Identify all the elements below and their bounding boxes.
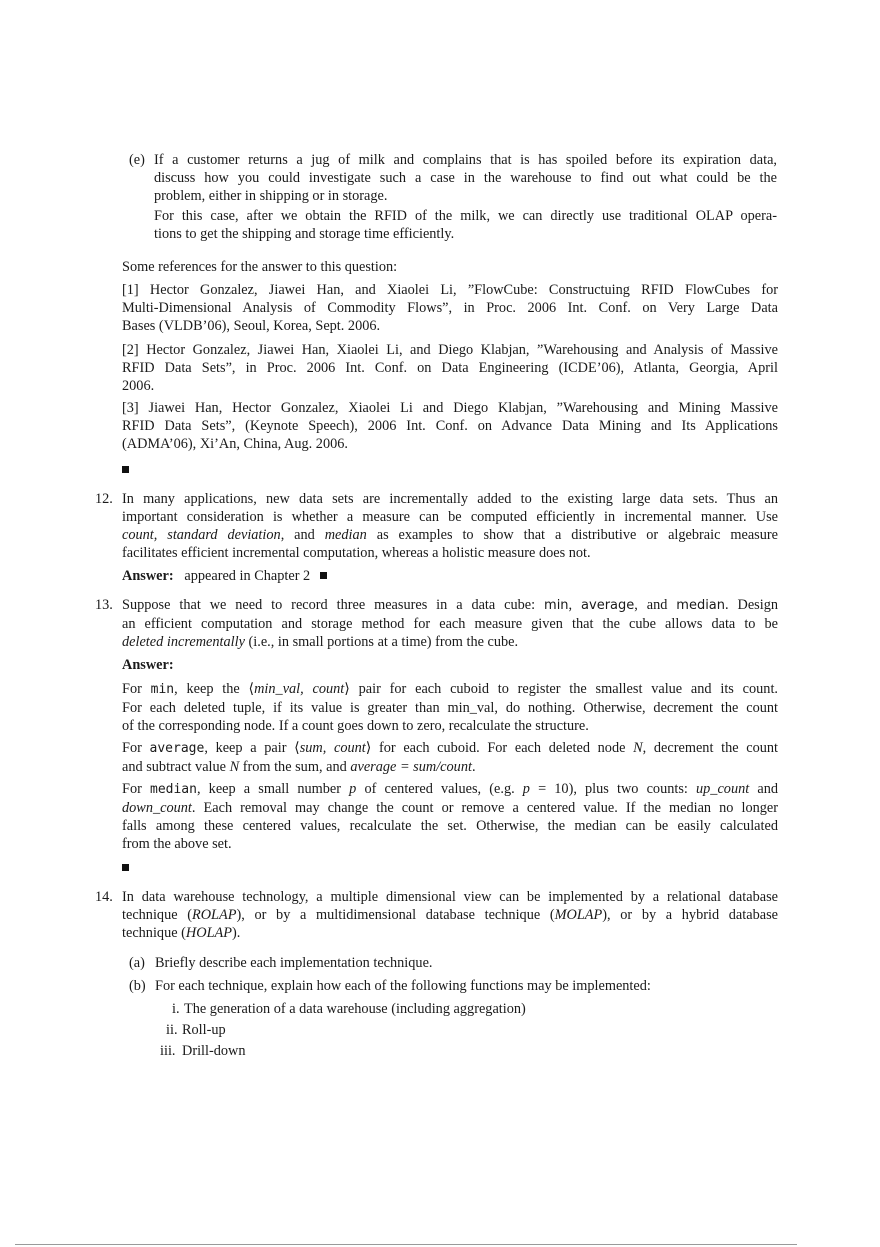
text: as examples to show that a distributive or algebraic measure (366, 527, 778, 543)
text-line (122, 780, 778, 799)
part-e-question (154, 151, 777, 205)
part-e-answer (154, 207, 777, 243)
text: , and (280, 527, 325, 543)
bottom-divider (15, 1244, 797, 1245)
text: , keep the ⟨ (174, 681, 255, 697)
question-13-text (122, 596, 778, 651)
text-line: Multi-Dimensional Analysis of Commodity Flows”, in Proc. 2006 Int. Conf. on Very Large Data (122, 300, 778, 316)
text: . Design (725, 597, 778, 613)
text-line: from the above set. (122, 836, 232, 852)
text: , (568, 597, 582, 613)
text-line: of the corresponding node. If a count goes down to zero, recalculate the structure. (122, 718, 589, 734)
code-min: min (150, 682, 175, 697)
answer-line (122, 567, 778, 585)
emphasis: count, standard deviation (122, 527, 281, 543)
math: average = sum/count (350, 759, 472, 775)
subitem-label: i. (172, 1001, 180, 1017)
text-line: problem, either in shipping or in storage. (154, 188, 388, 204)
question-13-answer-label: Answer: (122, 657, 174, 673)
emphasis: deleted incrementally (122, 634, 245, 650)
question-14-text (122, 888, 778, 942)
text-line: important consideration is whether a measure can be computed efficiently in incremental manner. Use (122, 509, 778, 525)
qed-square-icon (320, 572, 327, 579)
question-12-answer (122, 567, 778, 585)
reference-1 (122, 281, 778, 335)
reference-2 (122, 341, 778, 395)
text: ), or by a hybrid database (602, 907, 778, 923)
text-line (122, 680, 778, 699)
math: up_count (696, 781, 750, 797)
text: technique ( (122, 907, 192, 923)
measure-min: min (544, 598, 569, 613)
text-line: [3] Jiawei Han, Hector Gonzalez, Xiaolei Li and Diego Klabjan, ”Warehousing and Mining Massive (122, 400, 778, 416)
text: ⟩ for each cuboid. For each deleted node (365, 740, 634, 756)
qed-square-icon (122, 466, 129, 473)
math: ROLAP (192, 907, 237, 923)
text-line: [2] Hector Gonzalez, Jiawei Han, Xiaolei Li, and Diego Klabjan, ”Warehousing and Analysis of Massive (122, 342, 778, 358)
text: For (122, 740, 150, 756)
text-line (122, 596, 778, 615)
text: For (122, 681, 151, 697)
text-line: For each deleted tuple, if its value is greater than min_val, do nothing. Otherwise, decrement the count (122, 700, 778, 716)
text-line: facilitates efficient incremental computation, whereas a holistic measure does not. (122, 545, 591, 561)
part-a-label: (a) (129, 955, 145, 971)
math: N (229, 759, 240, 775)
answer-label: Answer: (122, 568, 174, 584)
text-line: RFID Data Sets”, (Keynote Speech), 2006 Int. Conf. on Advance Data Mining and Its Applications (122, 418, 778, 434)
subitem-label: iii. (160, 1043, 176, 1059)
answer-average-paragraph (122, 739, 778, 776)
text-line: 2006. (122, 378, 155, 394)
math: down_count (122, 800, 192, 816)
math: p (522, 781, 530, 797)
text-line: In data warehouse technology, a multiple dimensional view can be implemented by a relational database (122, 889, 778, 905)
text: For (122, 781, 150, 797)
part-b-text: For each technique, explain how each of the following functions may be implemented: (155, 978, 651, 994)
text: . (471, 759, 476, 775)
text-line: (ADMA’06), Xi’An, China, Aug. 2006. (122, 436, 348, 452)
text-line (122, 633, 778, 651)
answer-text: appeared in Chapter 2 (184, 568, 311, 584)
references-intro: Some references for the answer to this question: (122, 259, 398, 275)
text: ⟩ pair for each cuboid to register the smallest value and its count. (344, 681, 778, 697)
text-line: an efficient computation and storage method for each measure given that the cube allows data to be (122, 616, 778, 632)
code-median: median (150, 782, 197, 797)
part-a-text: Briefly describe each implementation technique. (155, 955, 433, 971)
subitem-text: Roll-up (182, 1022, 226, 1038)
text-line: If a customer returns a jug of milk and complains that is has spoiled before its expiration data, (154, 152, 777, 168)
math: p (349, 781, 357, 797)
answer-min-paragraph (122, 680, 778, 735)
qed-square-icon (122, 864, 129, 871)
text-line (122, 799, 778, 817)
text-line: falls among these centered values, recalculate the set. Otherwise, the median can be easily calculated (122, 818, 778, 834)
math: sum, count (299, 740, 366, 756)
text: , decrement the count (642, 740, 778, 756)
math: min_val, count (254, 681, 345, 697)
subitem-text: Drill-down (182, 1043, 246, 1059)
text: from the sum, and (239, 759, 351, 775)
text-line: discuss how you could investigate such a case in the warehouse to find out what could be the (154, 170, 777, 186)
text: technique ( (122, 925, 186, 941)
measure-median: median (676, 598, 726, 613)
text: . Each removal may change the count or remove a centered value. If the median no longer (191, 800, 778, 816)
text-line (122, 906, 778, 924)
text-line (122, 924, 778, 942)
question-14-number: 14. (95, 889, 113, 905)
subitem-text: The generation of a data warehouse (including aggregation) (184, 1001, 526, 1017)
text-line (122, 526, 778, 544)
text: ), or by a multidimensional database technique ( (236, 907, 555, 923)
math: N (633, 740, 643, 756)
part-e-label: (e) (129, 152, 145, 168)
text: = 10), plus two counts: (529, 781, 696, 797)
measure-average: average (581, 598, 635, 613)
part-b-label: (b) (129, 978, 146, 994)
text-line: [1] Hector Gonzalez, Jiawei Han, and Xiaolei Li, ”FlowCube: Constructuing RFID FlowCubes for (122, 282, 778, 298)
text-line (122, 739, 778, 758)
emphasis: median (324, 527, 367, 543)
text: , and (634, 597, 677, 613)
text: of centered values, (e.g. (356, 781, 523, 797)
math: MOLAP (554, 907, 603, 923)
text-line: RFID Data Sets”, in Proc. 2006 Int. Conf. on Data Engineering (ICDE’06), Atlanta, Georgia, April (122, 360, 778, 376)
text: (i.e., in small portions at a time) from the cube. (244, 634, 519, 650)
question-12-text (122, 490, 778, 562)
question-13-number: 13. (95, 597, 113, 613)
reference-3 (122, 399, 778, 453)
text: , keep a pair ⟨ (204, 740, 300, 756)
text: ). (232, 925, 241, 941)
text: , keep a small number (196, 781, 350, 797)
text-line: For this case, after we obtain the RFID of the milk, we can directly use traditional OLAP opera- (154, 208, 777, 224)
text-line (122, 758, 778, 776)
math: HOLAP (185, 925, 232, 941)
text-line: In many applications, new data sets are incrementally added to the existing large data sets. Thus an (122, 491, 778, 507)
answer-median-paragraph (122, 780, 778, 853)
subitem-label: ii. (166, 1022, 178, 1038)
code-average: average (149, 741, 205, 756)
text-line: Bases (VLDB’06), Seoul, Korea, Sept. 2006. (122, 318, 381, 334)
text-line: tions to get the shipping and storage time efficiently. (154, 226, 455, 242)
text: and (749, 781, 778, 797)
question-12-number: 12. (95, 491, 113, 507)
text: Suppose that we need to record three measures in a data cube: (122, 597, 545, 613)
text: and subtract value (122, 759, 230, 775)
